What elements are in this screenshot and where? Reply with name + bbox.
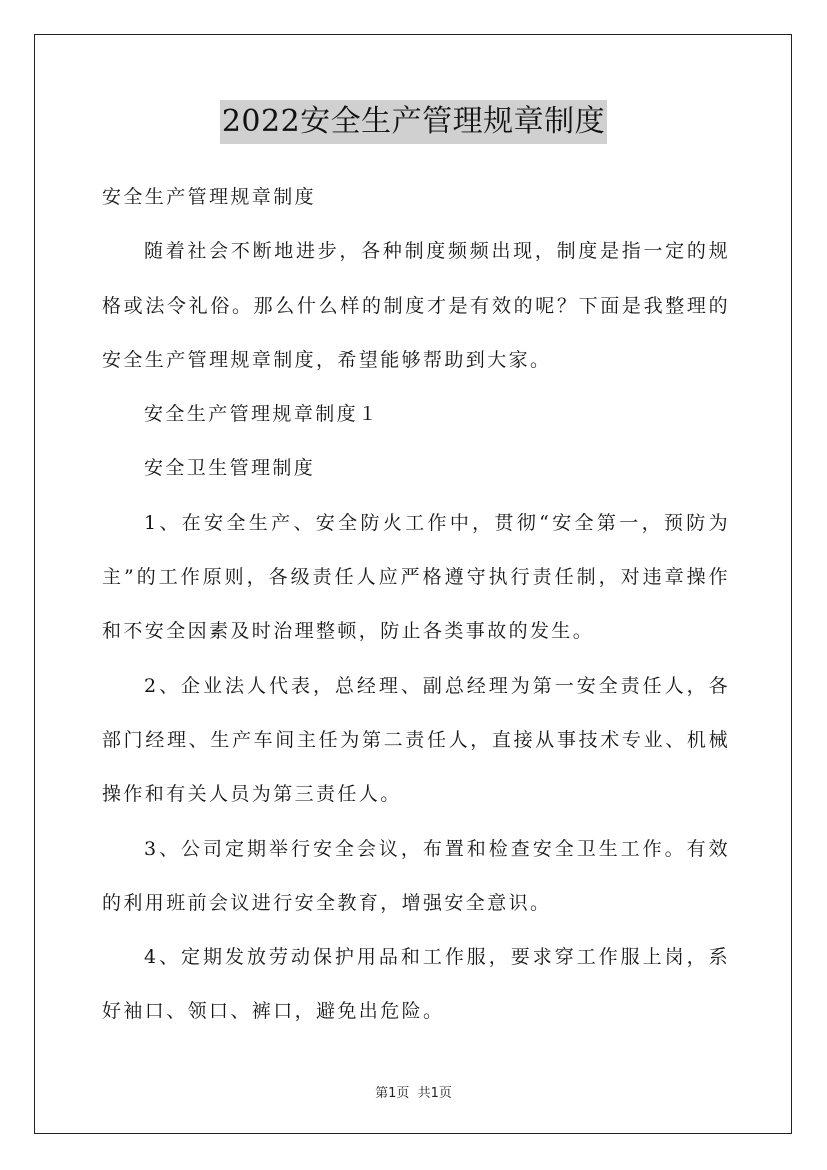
list-item: 3、公司定期举行安全会议，布置和检查安全卫生工作。有效的利用班前会议进行安全教育，增强安全意识。 xyxy=(102,837,730,914)
subsection-heading: 安全卫生管理制度 xyxy=(144,457,316,480)
page-total: 共1页 xyxy=(417,1086,452,1101)
document-title: 2022安全生产管理规章制度 xyxy=(220,100,607,144)
document-body xyxy=(102,170,730,1039)
intro-paragraph: 随着社会不断地进步，各种制度频频出现，制度是指一定的规格或法令礼俗。那么什么样的制度才是有效的呢？下面是我整理的安全生产管理规章制度，希望能够帮助到大家。 xyxy=(102,240,730,371)
title-container xyxy=(0,100,827,144)
section-heading: 安全生产管理规章制度１ xyxy=(144,403,380,426)
page-number: 第1页 xyxy=(375,1086,410,1101)
subtitle-paragraph: 安全生产管理规章制度 xyxy=(102,186,317,208)
page-footer xyxy=(0,1082,827,1101)
list-item: 2、企业法人代表，总经理、副总经理为第一安全责任人，各部门经理、生产车间主任为第二责任人，直接从事技术专业、机械操作和有关人员为第三责任人。 xyxy=(102,674,730,806)
list-item: 1、在安全生产、安全防火工作中，贯彻“安全第一，预防为主”的工作原则，各级责任人应严格遵守执行责任制，对违章操作和不安全因素及时治理整顿，防止各类事故的发生。 xyxy=(102,511,730,643)
list-item: 4、定期发放劳动保护用品和工作服，要求穿工作服上岗，系好袖口、领口、裤口，避免出危险。 xyxy=(102,946,730,1023)
